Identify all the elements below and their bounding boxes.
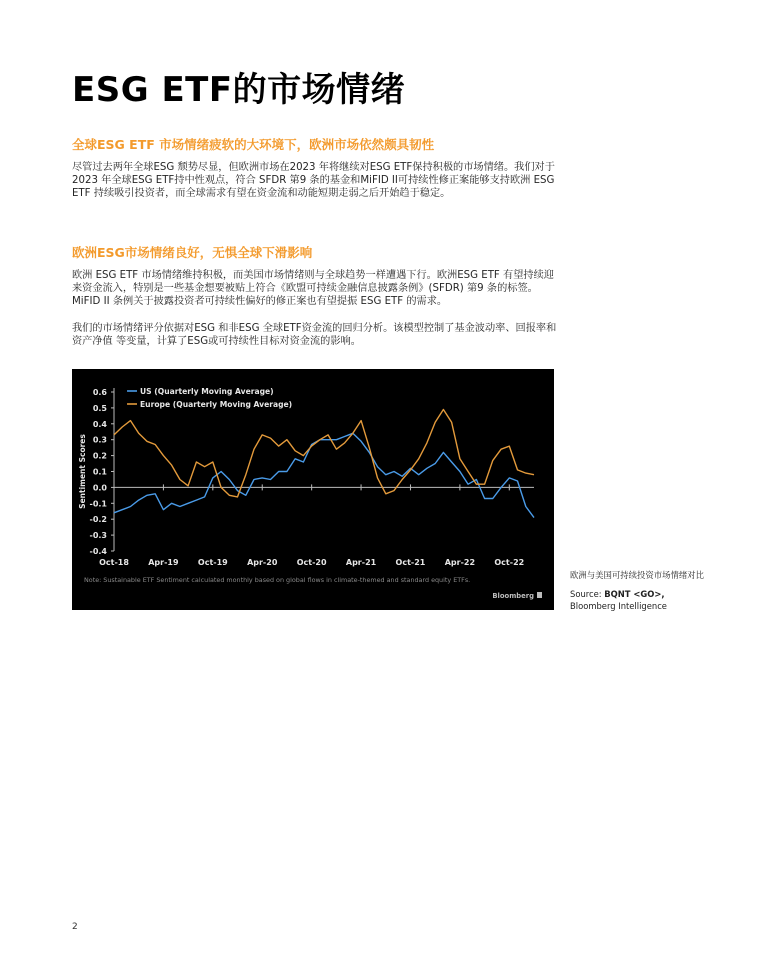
y-tick-label: -0.2 — [89, 515, 107, 525]
sentiment-chart — [72, 369, 554, 610]
x-tick-label: Oct-20 — [296, 558, 327, 567]
x-tick-label: Apr-20 — [247, 558, 278, 567]
y-tick-label: 0.1 — [92, 467, 107, 477]
bloomberg-icon — [537, 592, 542, 598]
x-tick-label: Apr-19 — [148, 558, 179, 567]
page-number: 2 — [72, 922, 78, 932]
y-tick-label: 0.4 — [92, 419, 107, 429]
y-axis-label: Sentiment Scores — [78, 434, 87, 509]
series-line-europe — [114, 410, 534, 497]
caption-title: 欧洲与美国可持续投资市场情绪对比 — [570, 570, 704, 580]
y-tick-label: -0.1 — [89, 499, 107, 509]
section-paragraph-global: 尽管过去两年全球ESG 颓势尽显，但欧洲市场在2023 年将继续对ESG ETF保持积极的市场情绪。我们对于2023 年全球ESG ETF持中性观点，符合 SFDR 第9 条的基金和MiFID II可持续性修正案能够支持欧洲 ESG ETF 持续吸引投资者，而全球需求有望在资金流和动能短期走弱之后开始趋于稳定。 — [72, 162, 555, 200]
y-tick-label: -0.4 — [89, 547, 107, 556]
y-tick-label: 0.3 — [92, 435, 107, 445]
x-tick-label: Oct-19 — [197, 558, 228, 567]
y-tick-label: 0.5 — [92, 403, 107, 413]
chart-canvas — [72, 369, 554, 610]
legend-label-europe: Europe (Quarterly Moving Average) — [140, 400, 293, 409]
section-paragraph-europe-2: 我们的市场情绪评分依据对ESG 和非ESG 全球ETF资金流的回归分析。该模型控制了基金波动率、回报率和资产净值 等变量，计算了ESG或可持续性目标对资金流的影响。 — [72, 323, 557, 348]
x-tick-label: Oct-21 — [395, 558, 426, 567]
figure-caption — [570, 569, 750, 612]
caption-source-prefix: Source: — [570, 589, 605, 599]
section-paragraph-europe-1: 欧洲 ESG ETF 市场情绪维持积极，而美国市场情绪则与全球趋势一样遭遇下行。欧洲ESG ETF 有望持续迎来资金流入，特别是一些基金想要被贴上符合《欧盟可持续金融信息披露条例》(SFDR) 第9 条的标签。MiFID II 条例关于披露投资者可持续性偏好的修正案也有望提振 ESG ETF 的需求。 — [72, 270, 554, 308]
section-heading-global: 全球ESG ETF 市场情绪疲软的大环境下，欧洲市场依然颇具韧性 — [72, 137, 435, 152]
section-heading-europe: 欧洲ESG市场情绪良好，无惧全球下滑影响 — [72, 245, 313, 260]
y-tick-label: -0.3 — [89, 531, 107, 541]
page-title: ESG ETF的市场情绪 — [72, 70, 406, 110]
caption-source-line2: Bloomberg Intelligence — [570, 601, 667, 611]
chart-note: Note: Sustainable ETF Sentiment calculated monthly based on global flows in climate-themed and standard equity ETFs. — [84, 576, 471, 584]
x-tick-label: Apr-22 — [444, 558, 476, 567]
legend-label-us: US (Quarterly Moving Average) — [140, 387, 274, 396]
y-tick-label: 0.2 — [92, 451, 107, 461]
caption-source-bold: BQNT <GO>, — [604, 589, 665, 599]
bloomberg-logo: Bloomberg — [492, 592, 534, 600]
x-tick-label: Apr-21 — [345, 558, 377, 567]
y-tick-label: 0.6 — [92, 388, 107, 397]
x-tick-label: Oct-22 — [494, 558, 525, 567]
x-tick-label: Oct-18 — [99, 558, 129, 567]
y-tick-label: 0.0 — [92, 483, 107, 493]
